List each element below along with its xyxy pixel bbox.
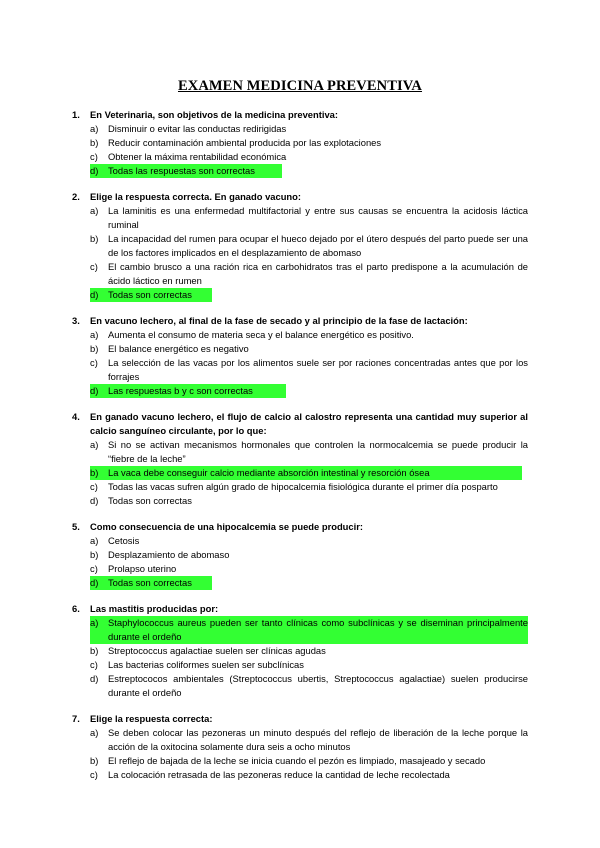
question-1 (72, 108, 528, 178)
option-text: Desplazamiento de abomaso (108, 549, 230, 560)
question-number: 1. (72, 109, 80, 120)
option-c (90, 562, 528, 576)
option-text: Aumenta el consumo de materia seca y el balance energético es positivo. (108, 329, 414, 340)
question-text: Las mastitis producidas por: (90, 603, 219, 614)
option-letter: a) (90, 727, 99, 738)
question-stem (72, 712, 528, 726)
option-text: La incapacidad del rumen para ocupar el hueco dejado por el útero después del parto puede ser una de los factores implicados en el desplazamiento de abomaso (108, 233, 528, 258)
option-b (90, 342, 528, 356)
option-c (90, 260, 528, 288)
option-letter: b) (90, 233, 99, 244)
question-text: Elige la respuesta correcta: (90, 713, 213, 724)
option-c (90, 480, 528, 494)
option-text: La laminitis es una enfermedad multifactorial y entre sus causas se encuentra la acidosis láctica ruminal (108, 205, 528, 230)
option-letter: b) (90, 645, 99, 656)
option-text: Todas las respuestas son correctas (108, 164, 282, 178)
option-d-correct (90, 576, 212, 590)
option-a (90, 328, 528, 342)
option-letter: b) (90, 755, 99, 766)
option-a-correct (90, 616, 528, 644)
question-5 (72, 520, 528, 590)
question-number: 5. (72, 521, 80, 532)
question-text: Elige la respuesta correcta. En ganado vacuno: (90, 191, 302, 202)
option-b (90, 136, 528, 150)
option-d-correct (90, 164, 282, 178)
option-text: El balance energético es negativo (108, 343, 249, 354)
option-d (90, 672, 528, 700)
option-letter: c) (90, 481, 98, 492)
option-letter: d) (90, 164, 108, 178)
option-text: Cetosis (108, 535, 140, 546)
option-letter: c) (90, 151, 98, 162)
option-letter: c) (90, 769, 98, 780)
option-text: Todas son correctas (108, 576, 212, 590)
option-d-correct (90, 384, 286, 398)
option-text: Streptococcus agalactiae suelen ser clínicas agudas (108, 645, 326, 656)
option-letter: b) (90, 549, 99, 560)
option-text: Estreptococos ambientales (Streptococcus ubertis, Streptococcus agalactiae) suelen producirse durante el ordeño (108, 673, 528, 698)
page-title: EXAMEN MEDICINA PREVENTIVA (177, 78, 423, 94)
question-stem (72, 108, 528, 122)
option-text: Las bacterias coliformes suelen ser subclínicas (108, 659, 304, 670)
option-text: Todas son correctas (108, 288, 212, 302)
option-text: Disminuir o evitar las conductas redirigidas (108, 123, 287, 134)
option-letter: b) (90, 137, 99, 148)
question-text: En Veterinaria, son objetivos de la medicina preventiva: (90, 109, 339, 120)
question-6 (72, 602, 528, 700)
option-letter: d) (90, 495, 99, 506)
option-letter: a) (90, 205, 99, 216)
option-text: La selección de las vacas por los alimentos suele ser por raciones concentradas antes que por los forrajes (108, 357, 528, 382)
option-d (90, 494, 528, 508)
option-letter: b) (90, 466, 108, 480)
option-a (90, 534, 528, 548)
option-c (90, 768, 528, 782)
question-stem (72, 190, 528, 204)
option-letter: d) (90, 288, 108, 302)
option-letter: c) (90, 357, 98, 368)
question-number: 7. (72, 713, 80, 724)
option-letter: a) (90, 123, 99, 134)
question-number: 4. (72, 411, 80, 422)
option-letter: a) (90, 535, 99, 546)
option-a (90, 204, 528, 232)
option-a (90, 122, 528, 136)
option-text: El reflejo de bajada de la leche se inicia cuando el pezón es limpiado, masajeado y secado (108, 755, 486, 766)
option-c (90, 356, 528, 384)
question-2 (72, 190, 528, 302)
option-letter: d) (90, 384, 108, 398)
question-list (72, 108, 528, 794)
option-letter: c) (90, 659, 98, 670)
option-letter: a) (90, 329, 99, 340)
option-d-correct (90, 288, 212, 302)
question-text: Como consecuencia de una hipocalcemia se puede producir: (90, 521, 363, 532)
option-b (90, 232, 528, 260)
option-letter: a) (90, 616, 108, 644)
option-text: Obtener la máxima rentabilidad económica (108, 151, 287, 162)
option-letter: c) (90, 563, 98, 574)
option-letter: b) (90, 343, 99, 354)
option-letter: c) (90, 261, 98, 272)
option-b (90, 548, 528, 562)
option-letter: d) (90, 673, 99, 684)
option-text: Se deben colocar las pezoneras un minuto después del reflejo de liberación de la leche porque la acción de la oxitocina solamente dura seis a ocho minutos (108, 727, 528, 752)
option-a (90, 726, 528, 754)
option-text: Las respuestas b y c son correctas (108, 384, 286, 398)
option-text: Todas las vacas sufren algún grado de hipocalcemia fisiológica durante el primer día posparto (108, 481, 498, 492)
option-text: La vaca debe conseguir calcio mediante absorción intestinal y resorción ósea (108, 466, 522, 480)
question-stem (72, 520, 528, 534)
question-stem (72, 602, 528, 616)
option-c (90, 658, 528, 672)
question-7 (72, 712, 528, 782)
option-c (90, 150, 528, 164)
option-a (90, 438, 528, 466)
option-text: El cambio brusco a una ración rica en carbohidratos tras el parto predispone a la acumulación de ácido láctico en rumen (108, 261, 528, 286)
option-letter: d) (90, 576, 108, 590)
option-text: La colocación retrasada de las pezoneras reduce la cantidad de leche recolectada (108, 769, 450, 780)
question-number: 2. (72, 191, 80, 202)
question-stem (72, 314, 528, 328)
question-text: En vacuno lechero, al final de la fase de secado y al principio de la fase de lactación: (90, 315, 468, 326)
question-text: En ganado vacuno lechero, el flujo de calcio al calostro representa una cantidad muy superior al calcio sanguíneo circulante, por lo que: (90, 411, 528, 436)
question-number: 3. (72, 315, 80, 326)
option-b (90, 644, 528, 658)
question-number: 6. (72, 603, 80, 614)
option-letter: a) (90, 439, 99, 450)
option-text: Si no se activan mecanismos hormonales que controlen la normocalcemia se puede producir la “fiebre de la leche” (108, 439, 528, 464)
option-b-correct (90, 466, 522, 480)
option-text: Reducir contaminación ambiental producida por las explotaciones (108, 137, 382, 148)
option-text: Todas son correctas (108, 495, 192, 506)
option-text: Prolapso uterino (108, 563, 177, 574)
question-3 (72, 314, 528, 398)
question-stem (72, 410, 528, 438)
option-text: Staphylococcus aureus pueden ser tanto clínicas como subclínicas y se diseminan principalmente durante el ordeño (108, 617, 528, 642)
option-b (90, 754, 528, 768)
question-4 (72, 410, 528, 508)
